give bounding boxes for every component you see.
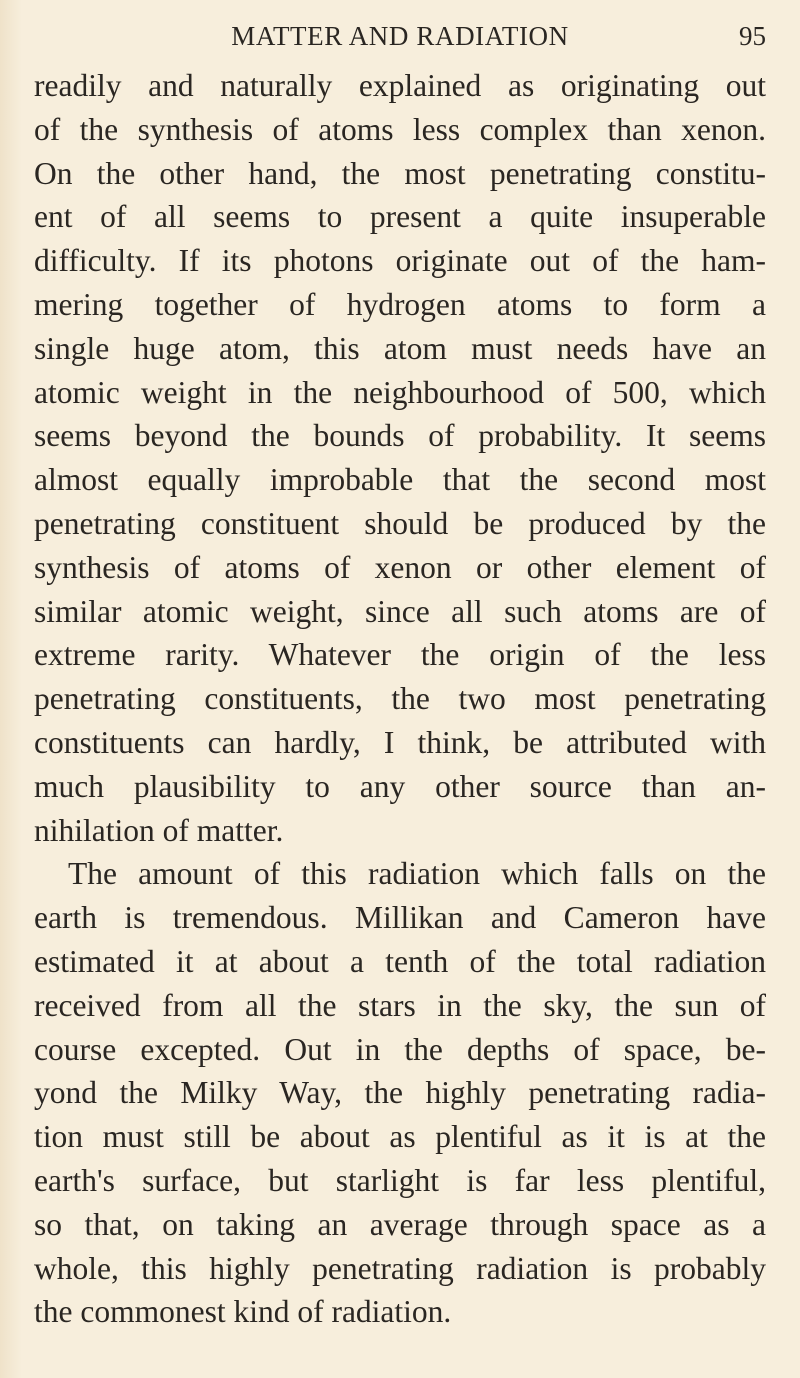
text-line: atomic weight in the neighbourhood of 500, which — [34, 374, 766, 410]
text-line: extreme rarity. Whatever the origin of the less — [34, 637, 766, 673]
text-line: constituents can hardly, I think, be attributed with — [34, 724, 766, 760]
text-line: tion must still be about as plentiful as it is at the — [34, 1119, 766, 1155]
text-line: nihilation of matter. — [34, 812, 284, 848]
text-line: single huge atom, this atom must needs have an — [34, 330, 766, 366]
text-line: mering together of hydrogen atoms to form a — [34, 286, 766, 322]
text-line: almost equally improbable that the second most — [34, 462, 766, 498]
text-line: similar atomic weight, since all such atoms are of — [34, 593, 766, 629]
text-line: whole, this highly penetrating radiation is probably — [34, 1250, 766, 1286]
text-line: synthesis of atoms of xenon or other element of — [34, 549, 766, 585]
text-line: On the other hand, the most penetrating constitu- — [34, 155, 766, 191]
text-line: penetrating constituent should be produced by the — [34, 505, 766, 541]
text-line: the commonest kind of radiation. — [34, 1294, 452, 1330]
text-line: readily and naturally explained as originating out — [34, 68, 766, 103]
text-line: received from all the stars in the sky, the sun of — [34, 987, 766, 1023]
text-line: earth is tremendous. Millikan and Cameron have — [34, 900, 766, 936]
text-line: so that, on taking an average through space as a — [34, 1206, 766, 1242]
paragraph-2 — [34, 852, 766, 1334]
text-line: The amount of this radiation which falls on the — [68, 856, 766, 892]
text-line: difficulty. If its photons originate out of the ham- — [34, 243, 766, 279]
text-line: course excepted. Out in the depths of space, be- — [34, 1031, 766, 1067]
text-line: yond the Milky Way, the highly penetrating radia- — [34, 1075, 766, 1111]
text-line: ent of all seems to present a quite insuperable — [34, 199, 766, 235]
text-line: penetrating constituents, the two most penetrating — [34, 681, 766, 717]
text-line: much plausibility to any other source than an- — [34, 768, 766, 804]
text-line: of the synthesis of atoms less complex than xenon. — [34, 111, 766, 147]
running-head: MATTER AND RADIATION — [231, 21, 569, 51]
paragraph-1 — [34, 64, 766, 852]
text-line: seems beyond the bounds of probability. It seems — [34, 418, 766, 454]
text-line: estimated it at about a tenth of the total radiation — [34, 943, 766, 979]
page-header — [34, 18, 766, 54]
text-line: earth's surface, but starlight is far less plentiful, — [34, 1162, 766, 1198]
body-text — [34, 64, 766, 1334]
page-number: 95 — [739, 21, 766, 51]
